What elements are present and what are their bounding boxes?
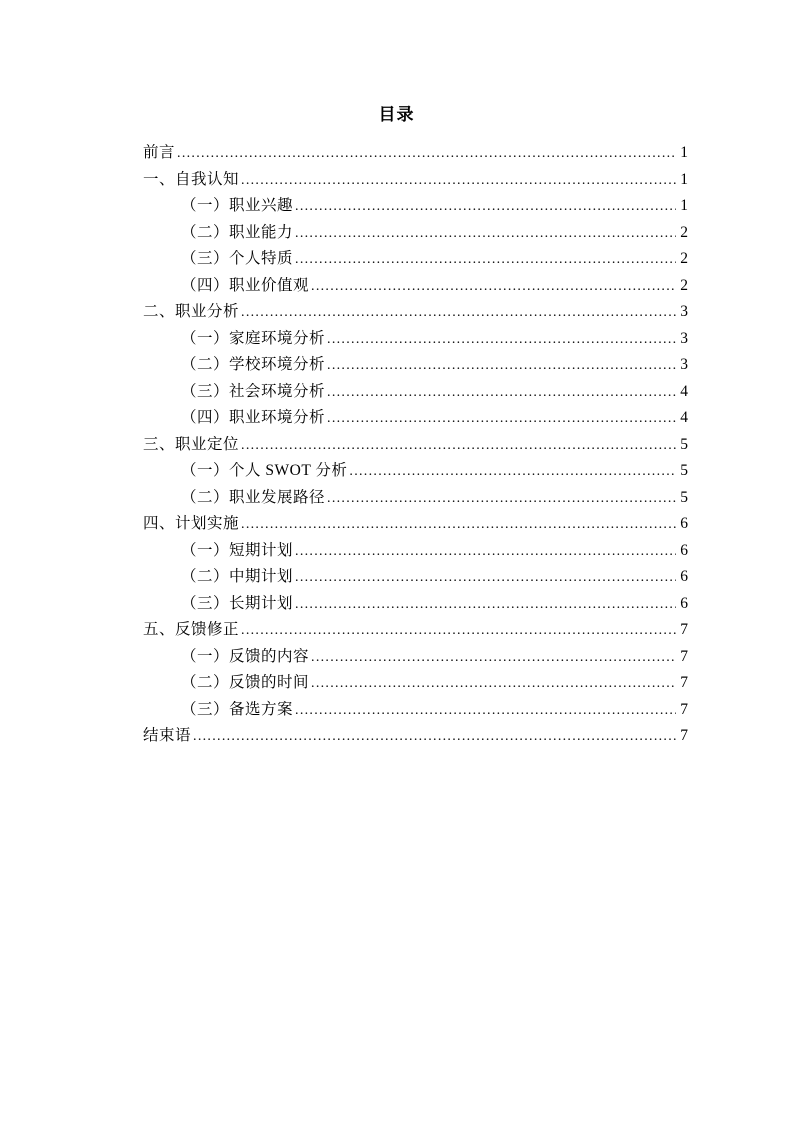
toc-entry-label: （一）短期计划 [181,541,294,559]
toc-dot-leader [311,671,676,698]
toc-entry-page-number: 7 [680,727,688,744]
toc-entry-page-number: 7 [680,647,688,665]
toc-dot-leader [295,221,676,248]
toc-entry[interactable] [143,485,688,512]
toc-entry-label: （二）中期计划 [181,568,294,585]
toc-entry-label: （一）家庭环境分析 [181,329,326,347]
toc-list [143,140,688,750]
toc-entry-page-number: 1 [680,170,688,188]
toc-dot-leader [241,300,676,327]
toc-entry-label: 三、职业定位 [143,435,240,453]
toc-entry[interactable] [143,564,688,591]
toc-entry-page-number: 7 [680,621,688,638]
toc-entry-label: （二）学校环境分析 [181,356,326,373]
toc-entry[interactable] [143,246,688,273]
toc-entry-page-number: 3 [680,329,688,347]
toc-entry-label: （三）个人特质 [181,250,294,267]
toc-dot-leader [295,194,676,221]
toc-entry-label: （三）长期计划 [181,594,294,612]
toc-entry-label: （二）反馈的时间 [181,674,310,691]
toc-entry-label: （一）反馈的内容 [181,647,310,665]
toc-entry-label: 二、职业分析 [143,303,240,320]
toc-entry-label: （二）职业发展路径 [181,488,326,506]
toc-entry-label: （四）职业价值观 [181,276,310,294]
toc-entry-page-number: 5 [680,462,688,479]
toc-dot-leader [327,406,676,433]
toc-entry-page-number: 5 [680,435,688,453]
toc-entry[interactable] [143,511,688,538]
toc-entry-label: 五、反馈修正 [143,621,240,638]
toc-dot-leader [295,698,676,725]
toc-entry-page-number: 2 [680,250,688,267]
toc-entry-page-number: 2 [680,223,688,241]
toc-entry[interactable] [143,670,688,697]
toc-dot-leader [295,247,676,274]
toc-dot-leader [349,459,676,486]
toc-dot-leader [311,645,676,672]
toc-dot-leader [241,618,676,645]
toc-dot-leader [241,168,676,195]
toc-entry-page-number: 6 [680,541,688,559]
toc-entry-page-number: 4 [680,382,688,400]
toc-entry-page-number: 4 [680,409,688,426]
toc-entry-page-number: 7 [680,674,688,691]
toc-dot-leader [327,380,676,407]
toc-entry[interactable] [143,193,688,220]
toc-entry-page-number: 5 [680,488,688,506]
toc-title: 目录 [378,105,415,124]
toc-entry[interactable] [143,326,688,353]
toc-entry[interactable] [143,697,688,724]
toc-entry-label: 前言 [143,144,176,161]
toc-entry[interactable] [143,591,688,618]
toc-entry[interactable] [143,299,688,326]
toc-entry[interactable] [143,352,688,379]
toc-entry[interactable] [143,644,688,671]
toc-dot-leader [177,141,676,168]
toc-entry-label: 四、计划实施 [143,515,240,532]
toc-dot-leader [241,433,676,460]
toc-entry[interactable] [143,379,688,406]
toc-entry-page-number: 1 [680,197,688,214]
toc-entry-page-number: 3 [680,356,688,373]
toc-entry[interactable] [143,220,688,247]
toc-entry-label: （四）职业环境分析 [181,409,326,426]
toc-entry-page-number: 6 [680,594,688,612]
toc-entry-page-number: 2 [680,276,688,294]
toc-dot-leader [295,539,676,566]
toc-entry[interactable] [143,405,688,432]
toc-entry[interactable] [143,458,688,485]
toc-entry-label: 一、自我认知 [143,170,240,188]
toc-dot-leader [327,486,676,513]
toc-entry-page-number: 6 [680,515,688,532]
toc-dot-leader [311,274,676,301]
toc-entry-page-number: 6 [680,568,688,585]
toc-entry[interactable] [143,432,688,459]
toc-dot-leader [327,353,676,380]
toc-entry[interactable] [143,140,688,167]
toc-entry-label: （三）备选方案 [181,700,294,718]
toc-entry-page-number: 3 [680,303,688,320]
toc-dot-leader [295,592,676,619]
toc-entry-label: （三）社会环境分析 [181,382,326,400]
toc-entry[interactable] [143,273,688,300]
toc-dot-leader [193,724,676,751]
toc-entry-page-number: 7 [680,700,688,718]
toc-dot-leader [241,512,676,539]
toc-dot-leader [327,327,676,354]
toc-entry[interactable] [143,617,688,644]
toc-entry-label: （二）职业能力 [181,223,294,241]
toc-entry-page-number: 1 [680,144,688,161]
toc-entry-label: 结束语 [143,727,192,744]
toc-entry-label: （一）个人 SWOT 分析 [181,462,348,479]
toc-entry-label: （一）职业兴趣 [181,197,294,214]
toc-entry[interactable] [143,167,688,194]
toc-dot-leader [295,565,676,592]
toc-entry[interactable] [143,538,688,565]
toc-entry[interactable] [143,723,688,750]
